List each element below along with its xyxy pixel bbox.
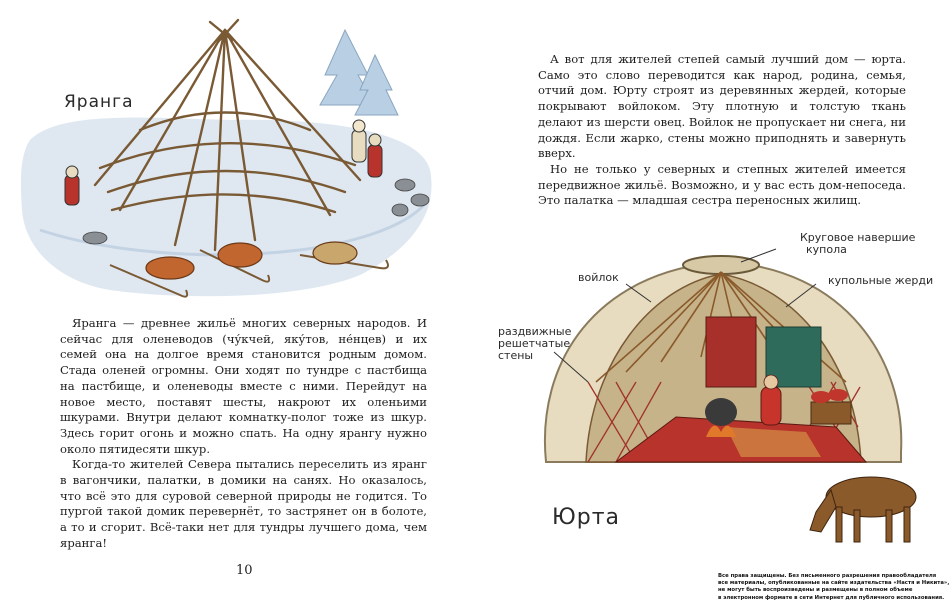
yaranga-text <box>60 316 427 552</box>
yurta-illustration <box>476 212 952 612</box>
callout-walls: раздвижные решетчатые стены <box>498 325 572 362</box>
person <box>761 375 781 425</box>
yurta-label: Юрта <box>552 505 621 530</box>
callout-felt: войлок <box>578 271 619 284</box>
wall-carpet <box>706 317 756 387</box>
yaranga-illustration <box>0 0 476 310</box>
snowy-tree <box>320 30 398 115</box>
yaranga-label: Яранга <box>64 92 134 112</box>
yurta-text <box>538 52 906 209</box>
horse <box>810 477 916 542</box>
paragraph: Но не только у северных и степных жителей имеется передвижное жильё. Возможно, и у вас есть дом-непоседа. Это палатка — младшая сестра переносных жилищ. <box>538 161 906 208</box>
page-number: 10 <box>236 563 253 578</box>
callout-poles: купольные жерди <box>828 274 934 287</box>
callout-crown: Круговое навершие купола <box>800 231 916 256</box>
paragraph: Когда-то жителей Севера пытались переселить из яранг в вагончики, палатки, в домики на санях. Но оказалось, что всё это для суровой северной природы не годится. То пургой такой домик перевернёт, то застрянет он в болоте, а то и сгорит. Всё-таки нет для тундры лучшего дома, чем яранга! <box>60 457 427 550</box>
right-page <box>476 0 952 612</box>
paragraph: А вот для жителей степей самый лучший дом — юрта. Само это слово переводится как народ, родина, семья, отчий дом. Юрту строят из деревянных жердей, которые покрывают войлоком. Эту плотную и толстую ткань делают из шерсти овец. Войлок не пропускает ни снега, ни дождя. Если жарко, стены можно приподнять и завернуть вверх. <box>538 52 906 161</box>
cauldron <box>705 398 737 426</box>
paragraph: Яранга — древнее жильё многих северных народов. И сейчас для оленеводов (чу́кчей, яку́тов, не́нцев) и их семей она на долгое время становится родным домом. Стада оленей огромны. Они ходят по тундре с пастбища на пастбище, и оленеводы вместе с ними. Перейдут на новое место, поставят шесты, накроют их оленьими шкурами. Внутри делают комнатку-полог тоже из шкур. Здесь горит огонь и можно спать. На одну ярангу нужно около пятидесяти шкур. <box>60 316 427 456</box>
copyright-notice: Все права защищены. Без письменного разрешения правообладателя все материалы, опубликованные на сайте издательства «Настя и Никита», не могут быть воспроизведены и размещены в полном объеме в электронном формате в сети Интернет для публичного использования. <box>718 573 950 601</box>
